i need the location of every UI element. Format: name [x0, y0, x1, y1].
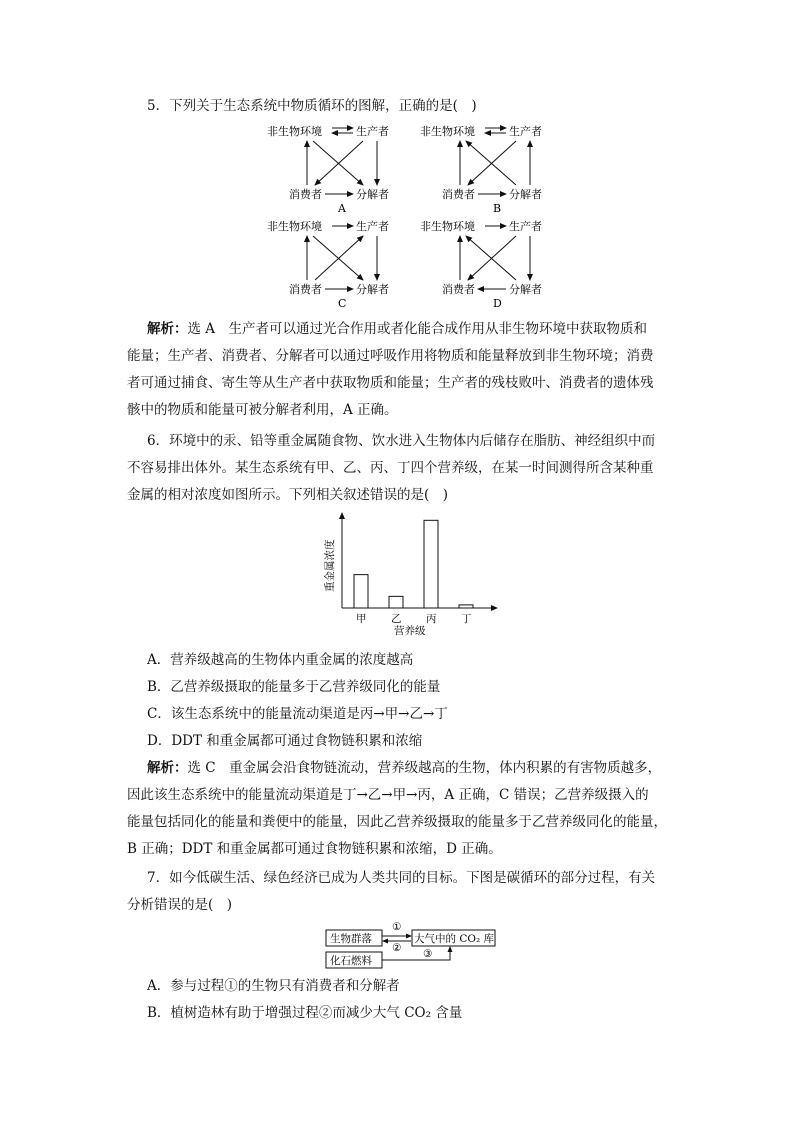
- node-consumer: 消费者: [442, 188, 475, 201]
- q6-option-C: C．该生态系统中的能量流动渠道是丙→甲→乙→丁: [147, 706, 448, 722]
- label-atmosphere: 大气中的 CO₂ 库: [414, 933, 495, 945]
- diagram-label-A: A: [338, 202, 346, 215]
- process-1: ①: [392, 921, 402, 933]
- diagram-label-C: C: [338, 297, 347, 310]
- q7-stem-line-1: 7．如今低碳生活、绿色经济已成为人类共同的目标。下图是碳循环的部分过程，有关: [147, 870, 656, 886]
- x-axis-label: 营养级: [394, 625, 426, 637]
- node-decomposer: 分解者: [509, 188, 542, 201]
- node-consumer: 消费者: [289, 283, 322, 296]
- q6-stem-line-1: 6．环境中的汞、铅等重金属随食物、饮水进入生物体内后储存在脂肪、神经组织中而: [147, 433, 656, 449]
- q6-analysis-line-1: 解析：选 C 重金属会沿食物链流动，营养级越高的生物，体内积累的有害物质越多，: [147, 760, 662, 776]
- q5-analysis-line-4: 骸中的物质和能量可被分解者利用，A 正确。: [127, 402, 398, 418]
- analysis-tag: 解析：: [147, 760, 188, 776]
- process-2: ②: [392, 942, 402, 954]
- q7-option-B: B．植树造林有助于增强过程②而减少大气 CO₂ 含量: [147, 1005, 463, 1021]
- node-env: 非生物环境: [267, 125, 322, 138]
- node-decomposer: 分解者: [356, 188, 389, 201]
- process-3: ③: [423, 948, 433, 960]
- node-producer: 生产者: [356, 220, 389, 233]
- label-fossil: 化石燃料: [330, 955, 372, 967]
- diagram-label-D: D: [493, 297, 502, 310]
- node-consumer: 消费者: [442, 283, 475, 296]
- analysis-tag: 解析：: [147, 321, 188, 337]
- q6-stem-line-2: 不容易排出体外。某生态系统有甲、乙、丙、丁四个营养级，在某一时间测得所含某种重: [127, 460, 654, 476]
- q6-analysis-line-3: 能量包括同化的能量和粪便中的能量，因此乙营养级摄取的能量多于乙营养级同化的能量，: [127, 814, 667, 830]
- node-producer: 生产者: [509, 220, 542, 233]
- node-producer: 生产者: [356, 125, 389, 138]
- x-tick-label: 乙: [391, 613, 402, 625]
- q6-option-A: A．营养级越高的生物体内重金属的浓度越高: [147, 652, 414, 668]
- q7-stem-line-2: 分析错误的是( ): [127, 897, 233, 913]
- node-env: 非生物环境: [420, 220, 475, 233]
- q6-option-D: D．DDT 和重金属都可通过食物链积累和浓缩: [147, 733, 423, 749]
- q6-analysis-line-4: B 正确；DDT 和重金属都可通过食物链积累和浓缩，D 正确。: [127, 841, 502, 857]
- node-env: 非生物环境: [267, 220, 322, 233]
- node-producer: 生产者: [509, 125, 542, 138]
- x-tick-label: 丙: [426, 613, 437, 625]
- node-env: 非生物环境: [420, 125, 475, 138]
- y-axis-label: 重金属浓度: [324, 539, 336, 592]
- q5-stem: 5．下列关于生态系统中物质循环的图解，正确的是( ): [147, 98, 477, 114]
- label-community: 生物群落: [330, 933, 372, 945]
- q6-stem-line-3: 金属的相对浓度如图所示。下列相关叙述错误的是( ): [127, 487, 449, 503]
- q6-option-B: B．乙营养级摄取的能量多于乙营养级同化的能量: [147, 679, 441, 695]
- diagram-label-B: B: [493, 202, 502, 215]
- x-tick-label: 丁: [461, 613, 472, 625]
- x-tick-label: 甲: [356, 613, 367, 625]
- node-decomposer: 分解者: [509, 283, 542, 296]
- node-consumer: 消费者: [289, 188, 322, 201]
- node-decomposer: 分解者: [356, 283, 389, 296]
- q5-analysis-line-1: 解析：选 A 生产者可以通过光合作用或者化能合成作用从非生物环境中获取物质和: [147, 321, 648, 337]
- q5-analysis-line-2: 能量；生产者、消费者、分解者可以通过呼吸作用将物质和能量释放到非生物环境；消费: [127, 348, 654, 364]
- q6-analysis-line-2: 因此该生态系统中的能量流动渠道是丁→乙→甲→丙，A 正确，C 错误；乙营养级摄入的: [127, 787, 649, 803]
- q7-option-A: A．参与过程①的生物只有消费者和分解者: [147, 978, 400, 994]
- q5-analysis-line-3: 者可通过捕食、寄生等从生产者中获取物质和能量；生产者的残枝败叶、消费者的遗体残: [127, 375, 654, 391]
